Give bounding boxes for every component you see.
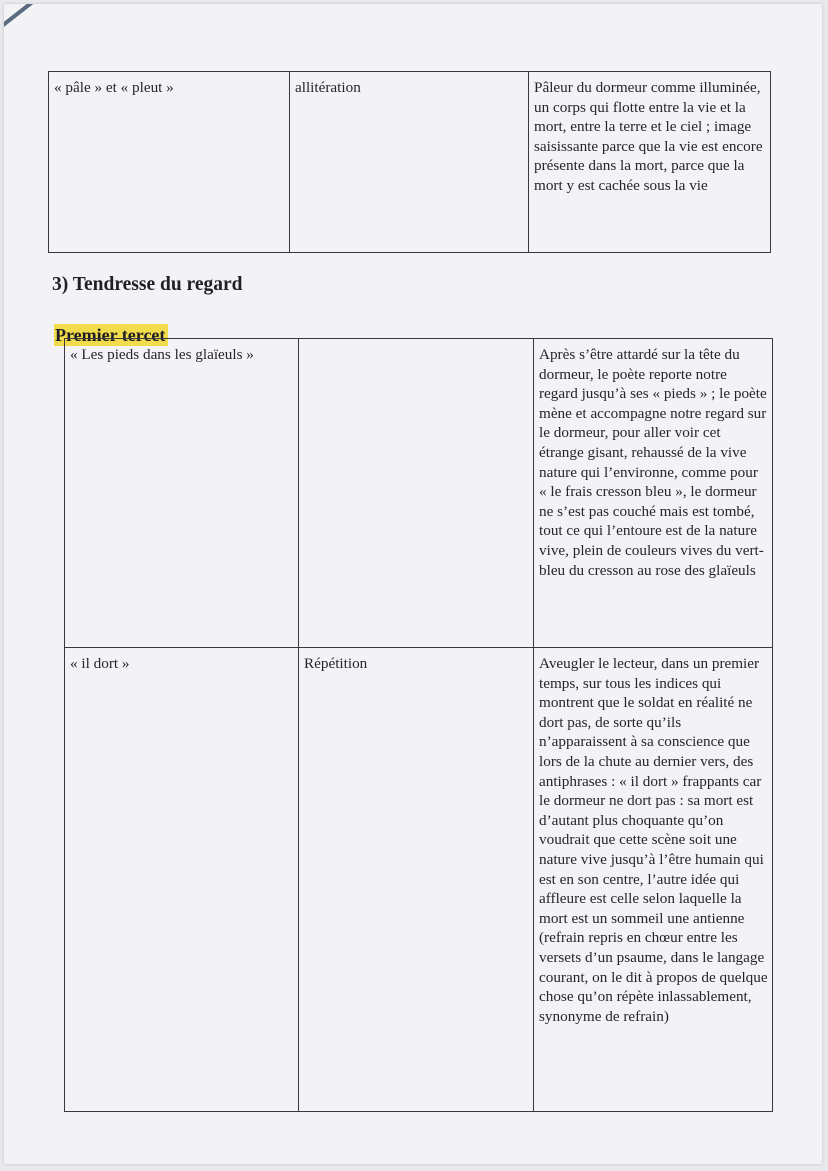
figure-cell: allitération xyxy=(290,72,529,253)
highlighted-subheading: Premier tercet xyxy=(54,324,168,346)
figure-cell xyxy=(299,339,534,648)
section-heading: 3) Tendresse du regard xyxy=(52,274,243,295)
table-row xyxy=(65,648,773,1112)
analysis-table-top xyxy=(48,71,771,253)
document-page xyxy=(4,4,822,1164)
interpretation-cell: Pâleur du dormeur comme illuminée, un corps qui flotte entre la vie et la mort, entre la terre et le ciel ; image saisissante parce que la vie est encore présente dans la mort, parce que la mort y est cachée sous la vie xyxy=(529,72,771,253)
quote-cell: « il dort » xyxy=(65,648,299,1112)
table-row xyxy=(65,339,773,648)
interpretation-cell: Après s’être attardé sur la tête du dormeur, le poète reporte notre regard jusqu’à ses « pieds » ; le poète mène et accompagne notre regard sur le dormeur, pour aller voir cet étrange gisant, rehaussé de la vive nature qui l’environne, comme pour « le frais cresson bleu », le dormeur ne s’est pas couché mais est tombé, tout ce qui l’entoure est de la nature vive, plein de couleurs vives du vert-bleu du cresson au rose des glaïeuls xyxy=(534,339,773,648)
table-row xyxy=(49,72,771,253)
quote-cell: « pâle » et « pleut » xyxy=(49,72,290,253)
page-corner-fold xyxy=(4,4,64,64)
interpretation-cell: Aveugler le lecteur, dans un premier temps, sur tous les indices qui montrent que le soldat en réalité ne dort pas, de sorte qu’ils n’apparaissent à sa conscience que lors de la chute au dernier vers, des antiphrases : « il dort » frappants car le dormeur ne dort pas : sa mort est d’autant plus choquante qu’on voudrait que cette scène soit une nature vive jusqu’à l’être humain qui est en son centre, l’autre idée qui affleure est celle selon laquelle la mort est un sommeil une antienne (refrain repris en chœur entre les versets d’un psaume, dans le langage courant, on le dit à propos de quelque chose qu’on répète inlassablement, synonyme de refrain) xyxy=(534,648,773,1112)
analysis-table-tercet xyxy=(64,338,773,1112)
quote-cell: « Les pieds dans les glaïeuls » xyxy=(65,339,299,648)
figure-cell: Répétition xyxy=(299,648,534,1112)
